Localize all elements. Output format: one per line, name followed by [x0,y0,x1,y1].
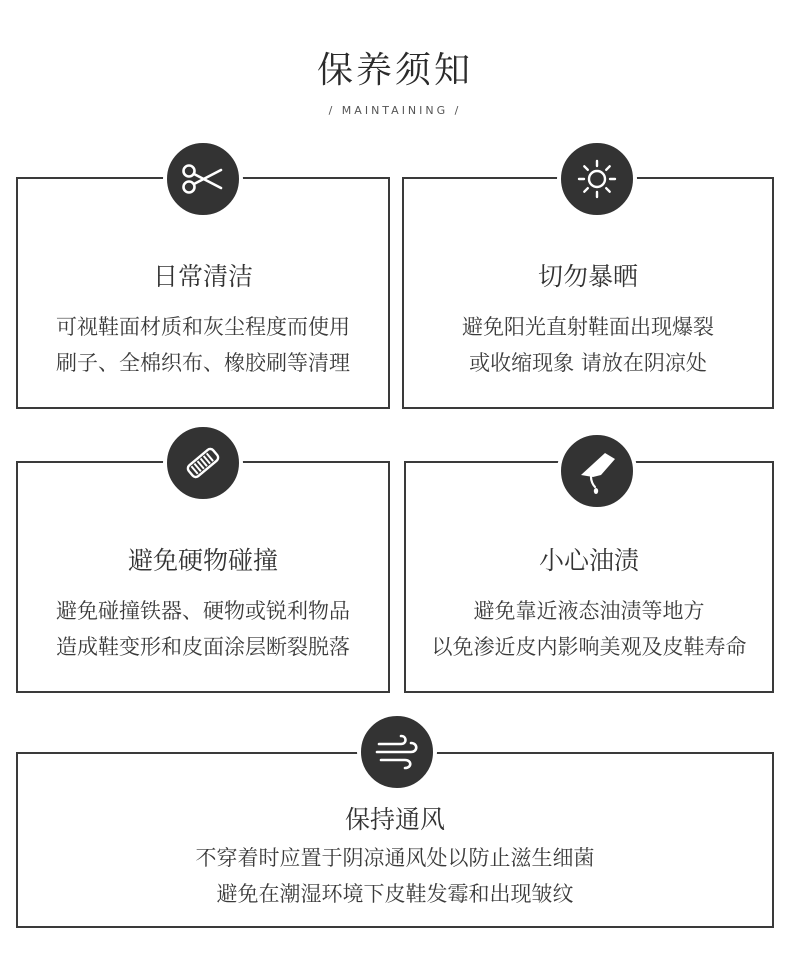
card-text-line: 或收缩现象 请放在阴凉处 [469,351,707,375]
card-text-line: 避免阳光直射鞋面出现爆裂 [462,315,714,339]
card-text-line: 以免渗近皮内影响美观及皮鞋寿命 [431,635,747,659]
sun-icon [557,139,637,219]
card-title: 保持通风 [344,805,445,834]
card-text-line: 造成鞋变形和皮面涂层断裂脱落 [56,635,350,659]
card-title: 避免硬物碰撞 [127,546,278,575]
scissors-icon [163,139,243,219]
card-title: 小心油渍 [538,546,639,575]
card-text-line: 避免碰撞铁器、硬物或锐利物品 [56,599,350,623]
card-text-line: 避免靠近液态油渍等地方 [473,599,705,623]
card-title: 切勿暴晒 [537,262,638,291]
card-text-line: 避免在潮湿环境下皮鞋发霉和出现皱纹 [216,882,574,906]
page-title: 保养须知 [316,50,473,91]
wind-icon [357,712,437,792]
card-text-line: 可视鞋面材质和灰尘程度而使用 [56,315,350,339]
card-text-line: 不穿着时应置于阴凉通风处以防止滋生细菌 [195,846,595,870]
page-subtitle: / MAINTAINING / [328,104,462,117]
card-title: 日常清洁 [152,262,253,291]
oil-drop-icon [557,431,637,511]
brush-icon [163,423,243,503]
card-text-line: 刷子、全棉织布、橡胶刷等清理 [56,351,350,375]
